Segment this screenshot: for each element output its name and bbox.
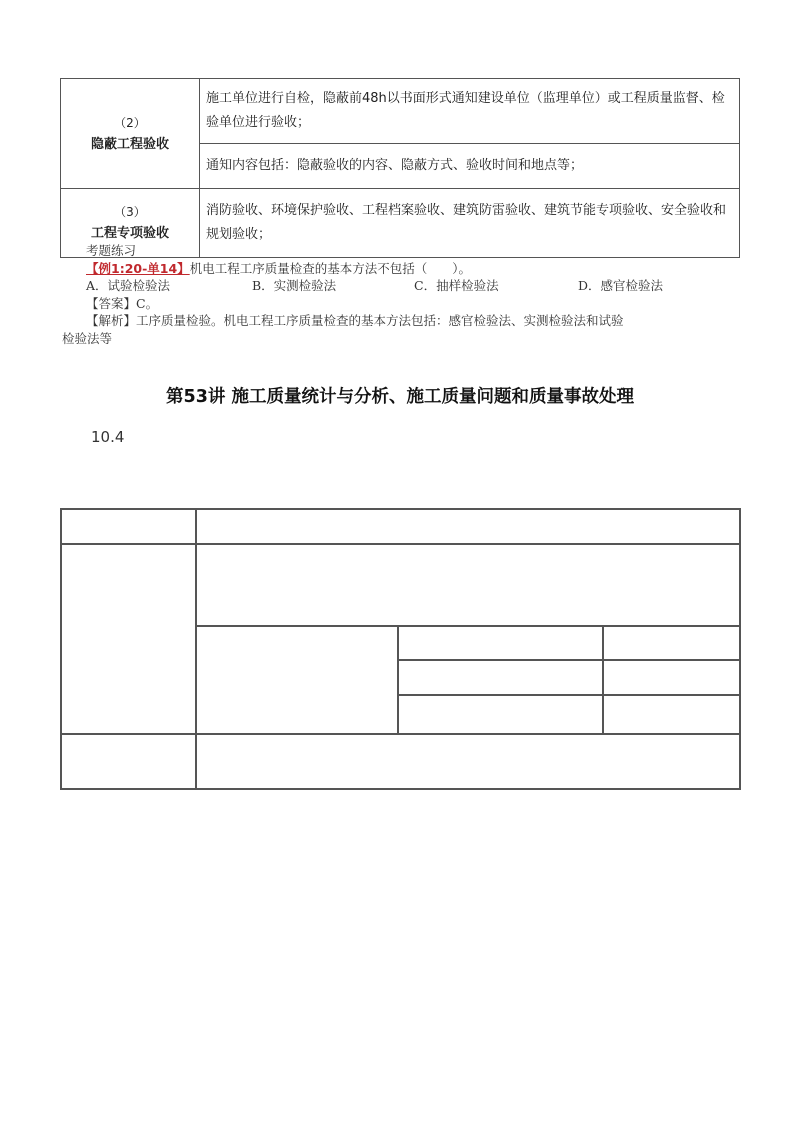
acceptance-table — [60, 78, 740, 258]
answer-line: 【答案】C。 — [86, 295, 159, 311]
row-number: （2） — [114, 115, 146, 130]
row-content: 消防验收、环境保护验收、工程档案验收、建筑防雷验收、建筑节能专项验收、安全验收和规划验收； — [200, 189, 740, 258]
practice-block — [62, 242, 742, 347]
row-label-cell — [61, 79, 200, 189]
options-row — [62, 277, 742, 295]
section-title: 第53讲 施工质量统计与分析、施工质量问题和质量事故处理 — [166, 387, 634, 407]
subsection-number: 10.4 — [91, 428, 125, 446]
table-column-divider — [397, 625, 399, 735]
table-border-top — [60, 508, 741, 510]
explanation-line: 【解析】工序质量检验。机电工程工序质量检查的基本方法包括：感官检验法、实测检验法和试验 — [86, 313, 624, 328]
table-column-divider — [195, 508, 197, 790]
question-line — [62, 260, 742, 278]
option-c: C．抽样检验法 — [414, 278, 499, 293]
practice-heading: 考题练习 — [86, 243, 137, 258]
table-border-right — [739, 508, 741, 790]
table-column-divider — [602, 625, 604, 735]
option-d: D．感官检验法 — [578, 278, 664, 293]
table-row — [61, 79, 740, 144]
option-b: B．实测检验法 — [252, 278, 337, 293]
row-title: 隐蔽工程验收 — [90, 136, 169, 152]
row-title: 工程专项验收 — [90, 226, 169, 241]
table-row-divider — [60, 733, 741, 735]
option-a: A．试验检验法 — [86, 278, 171, 293]
question-reference: 【例1:20-单14】 — [86, 260, 190, 276]
row-content: 通知内容包括：隐蔽验收的内容、隐蔽方式、验收时间和地点等； — [200, 144, 740, 189]
row-number: （3） — [114, 205, 146, 219]
table-border-bottom — [60, 788, 741, 790]
table-row-divider — [195, 625, 741, 627]
row-content: 施工单位进行自检，隐蔽前48h以书面形式通知建设单位（监理单位）或工程质量监督、检验单位进行验收； — [200, 79, 740, 144]
question-text: 机电工程工序质量检查的基本方法不包括（ ）。 — [189, 260, 471, 276]
explanation-continuation: 检验法等 — [62, 330, 113, 346]
table-row-divider — [397, 694, 741, 696]
table-row-divider — [397, 659, 741, 661]
table-row-divider — [60, 543, 741, 545]
table-border-left — [60, 508, 62, 790]
